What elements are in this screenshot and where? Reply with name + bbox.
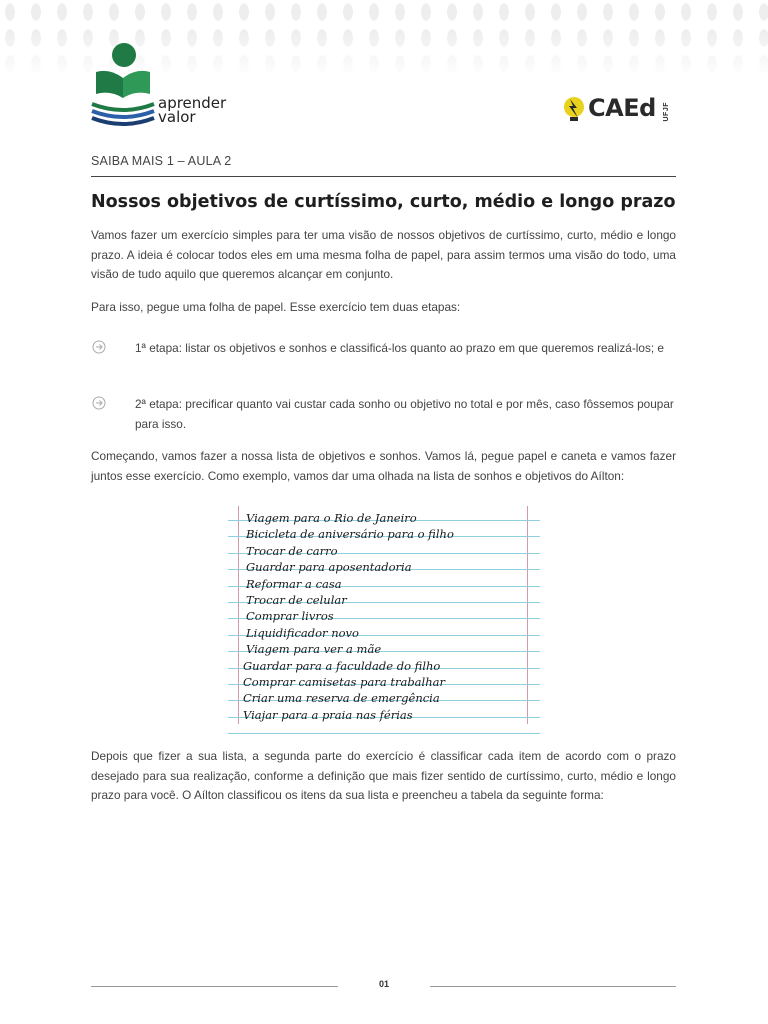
handwritten-item: Reformar a casa [246, 576, 342, 591]
handwritten-item: Trocar de carro [246, 543, 338, 558]
page-title: Nossos objetivos de curtíssimo, curto, médio e longo prazo [91, 192, 676, 212]
handwritten-item: Guardar para aposentadoria [246, 560, 412, 575]
notebook-margin-line [527, 506, 528, 724]
step-item [91, 339, 676, 379]
step-text: 1ª etapa: listar os objetivos e sonhos e classificá-los quanto ao prazo em que queremos realizá-los; e [135, 341, 664, 355]
handwritten-item: Viagem para o Rio de Janeiro [246, 511, 417, 525]
step-text: 2ª etapa: precificar quanto vai custar cada sonho ou objetivo no total e por mês, caso fôssemos poupar para isso. [135, 397, 674, 431]
footer-line-right [430, 986, 676, 987]
handwritten-item: Trocar de celular [246, 593, 347, 607]
lightbulb-icon [562, 96, 586, 122]
start-paragraph: Começando, vamos fazer a nossa lista de objetivos e sonhos. Vamos lá, pegue papel e caneta e vamos fazer juntos esse exercício. Como exemplo, vamos dar uma olhada na lista de sonhos e objetivos do Aílton: [91, 449, 676, 483]
book-person-icon [90, 42, 156, 128]
handwritten-item: Viagem para ver a mãe [246, 642, 382, 657]
brand-line-2: valor [158, 108, 196, 126]
caed-wordmark: CAEd [588, 94, 656, 122]
brand-line-1: aprender [158, 94, 227, 112]
arrow-circle-icon [92, 340, 106, 354]
aprender-valor-logo [90, 42, 240, 128]
handwritten-item: Bicicleta de aniversário para o filho [246, 527, 454, 542]
ufjf-label: UFJF [663, 102, 670, 122]
after-paragraph: Depois que fizer a sua lista, a segunda parte do exercício é classificar cada item de acordo com o prazo desejado para sua realização, conforme a definição que mais fizer sentido de curtíssimo, curto, médio e longo prazo para você. O Aílton classificou os itens da sua lista e preencheu a tabela da seguinte forma: [91, 749, 676, 803]
header-divider [91, 176, 676, 177]
notebook-rule-line [228, 733, 540, 734]
handwritten-item: Guardar para a faculdade do filho [243, 658, 441, 673]
footer-line-left [91, 986, 338, 987]
section-label: SAIBA MAIS 1 – AULA 2 [91, 154, 232, 168]
handwritten-item: Criar uma reserva de emergência [243, 691, 440, 706]
intro-paragraph: Vamos fazer um exercício simples para ter uma visão de nossos objetivos de curtíssimo, curto, médio e longo prazo. A ideia é colocar todos eles em uma mesma folha de papel, para assim termos uma visão do todo, uma visão de tudo aquilo que queremos alcançar em conjunto. [91, 228, 676, 282]
handwritten-item: Comprar livros [246, 609, 334, 624]
handwritten-item: Comprar camisetas para trabalhar [243, 675, 445, 689]
instruction-paragraph: Para isso, pegue uma folha de papel. Esse exercício tem duas etapas: [91, 300, 461, 314]
notebook-margin-line [238, 506, 239, 724]
handwritten-item: Viajar para a praia nas férias [243, 707, 413, 722]
page-number: 01 [378, 979, 389, 989]
arrow-circle-icon [92, 396, 106, 410]
handwritten-list-image [228, 506, 540, 724]
step-item [91, 395, 676, 435]
handwritten-item: Liquidificador novo [246, 625, 359, 640]
caed-logo [560, 94, 680, 126]
